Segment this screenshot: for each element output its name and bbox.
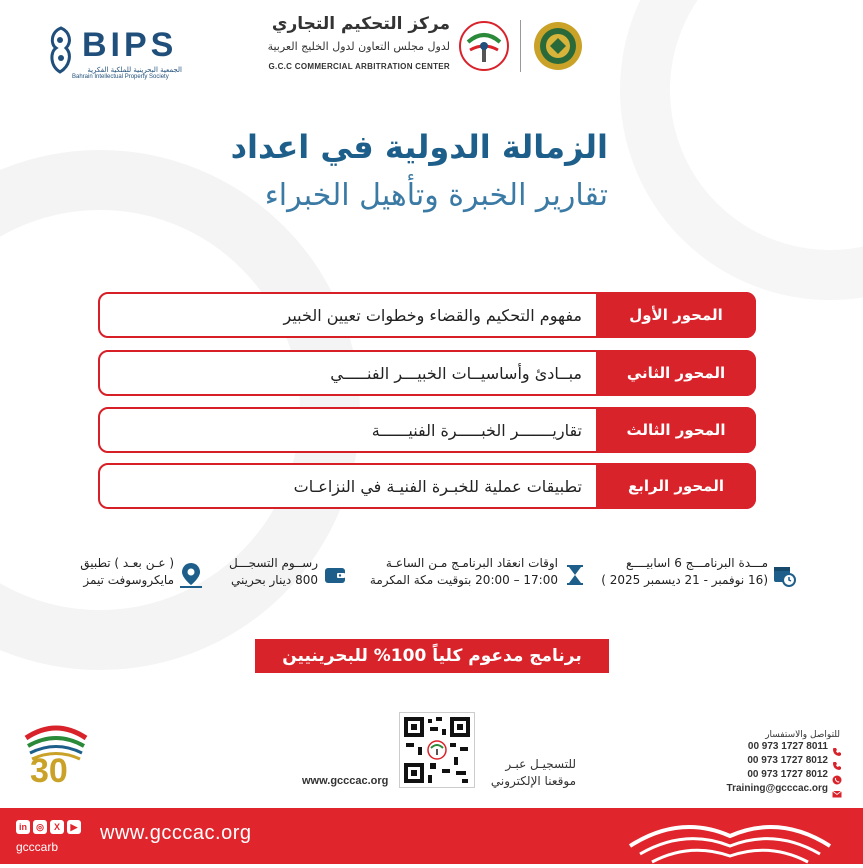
hourglass-icon bbox=[563, 563, 587, 587]
registration-fees bbox=[226, 555, 318, 589]
axis-text: مفهوم التحكيم والقضاء وخطوات تعيين الخبير bbox=[283, 305, 582, 325]
funding-banner: برنامج مدعوم كلياً 100% للبحرينيين bbox=[255, 639, 609, 673]
phone-icon bbox=[832, 742, 842, 752]
contact-title: للتواصل والاستفسار bbox=[765, 730, 840, 740]
duration-dates: (16 نوفمبر - 21 ديسمبر 2025 ) bbox=[601, 573, 768, 587]
remote-label: ( عـن بعـد ) تطبيق bbox=[80, 556, 174, 570]
instagram-icon[interactable]: ◎ bbox=[33, 820, 47, 834]
x-icon[interactable]: X bbox=[50, 820, 64, 834]
anniversary-number: 30 bbox=[30, 752, 68, 790]
calendar-icon bbox=[772, 563, 796, 587]
bips-arabic-subtitle: الجمعية البحرينية للملكية الفكرية bbox=[87, 66, 182, 74]
footer-book-graphic-icon bbox=[620, 806, 840, 864]
axis-text: مبــادئ وأساسيــات الخبيـــر الفنـــــي bbox=[330, 363, 582, 383]
arbitration-center-emblem-icon bbox=[458, 20, 510, 72]
program-duration bbox=[590, 555, 768, 589]
axis-label: المحور الثالث bbox=[596, 407, 756, 453]
registration-line: للتسجيـل عبـر bbox=[505, 757, 576, 771]
axis-row bbox=[98, 463, 756, 509]
registration-line: موقعنا الإلكتروني bbox=[490, 774, 576, 788]
location-pin-icon bbox=[178, 561, 202, 585]
times-value: 17:00 – 20:00 بتوقيت مكة المكرمة bbox=[369, 573, 558, 587]
axis-text: تطبيقات عملية للخبـرة الفنيـة في النزاعـات bbox=[293, 476, 582, 496]
email-icon bbox=[832, 784, 842, 794]
bips-logo-text: BIPS bbox=[82, 26, 178, 64]
email-address[interactable]: Training@gcccac.org bbox=[726, 783, 828, 794]
delivery-mode bbox=[60, 555, 174, 589]
whatsapp-number[interactable]: 00 973 1727 8012 bbox=[747, 769, 828, 780]
qr-code[interactable] bbox=[399, 712, 475, 788]
axis-label: المحور الرابع bbox=[596, 463, 756, 509]
header-divider bbox=[520, 20, 521, 72]
axis-text: تقاريـــــــر الخبـــــرة الفنيــــــة bbox=[371, 420, 582, 440]
axis-row bbox=[98, 407, 756, 453]
gcc-emblem-icon bbox=[532, 20, 584, 72]
phone-icon bbox=[832, 756, 842, 766]
axis-label: المحور الأول bbox=[596, 292, 756, 338]
axis-label: المحور الثاني bbox=[596, 350, 756, 396]
duration-line: مـــدة البرنامـــج 6 اسابيــــع bbox=[625, 556, 768, 570]
phone-number[interactable]: 00 973 1727 8012 bbox=[747, 755, 828, 766]
fees-label: رســوم التسجـــل bbox=[228, 556, 318, 570]
times-line: اوقات انعقاد البرنامـج مـن الساعـة bbox=[385, 556, 558, 570]
gcc-english-title: G.C.C COMMERCIAL ARBITRATION CENTER bbox=[268, 62, 450, 71]
axis-row bbox=[98, 350, 756, 396]
bips-english-subtitle: Bahrain Intellectual Property Society bbox=[72, 74, 169, 80]
footer-website[interactable]: www.gcccac.org bbox=[100, 822, 252, 844]
page-title: الزمالة الدولية في اعداد bbox=[230, 128, 608, 166]
wallet-icon bbox=[323, 563, 347, 587]
youtube-icon[interactable]: ▶ bbox=[67, 820, 81, 834]
registration-text bbox=[490, 756, 576, 790]
page-subtitle: تقارير الخبرة وتأهيل الخبراء bbox=[264, 178, 608, 213]
axis-row bbox=[98, 292, 756, 338]
whatsapp-icon bbox=[832, 770, 842, 780]
phone-number[interactable]: 00 973 1727 8011 bbox=[747, 741, 828, 752]
website-link[interactable]: www.gcccac.org bbox=[302, 775, 389, 787]
program-times bbox=[356, 555, 558, 589]
gcc-arabic-subtitle: لدول مجلس التعاون لدول الخليج العربية bbox=[267, 40, 450, 53]
social-handle: gcccarb bbox=[16, 840, 59, 854]
gcc-arabic-title: مركز التحكيم التجاري bbox=[271, 14, 450, 34]
linkedin-icon[interactable]: in bbox=[16, 820, 30, 834]
remote-app: مايكروسوفت تيمز bbox=[83, 573, 174, 587]
fees-value: 800 دينار بحريني bbox=[231, 573, 318, 587]
background-arc bbox=[620, 0, 863, 300]
